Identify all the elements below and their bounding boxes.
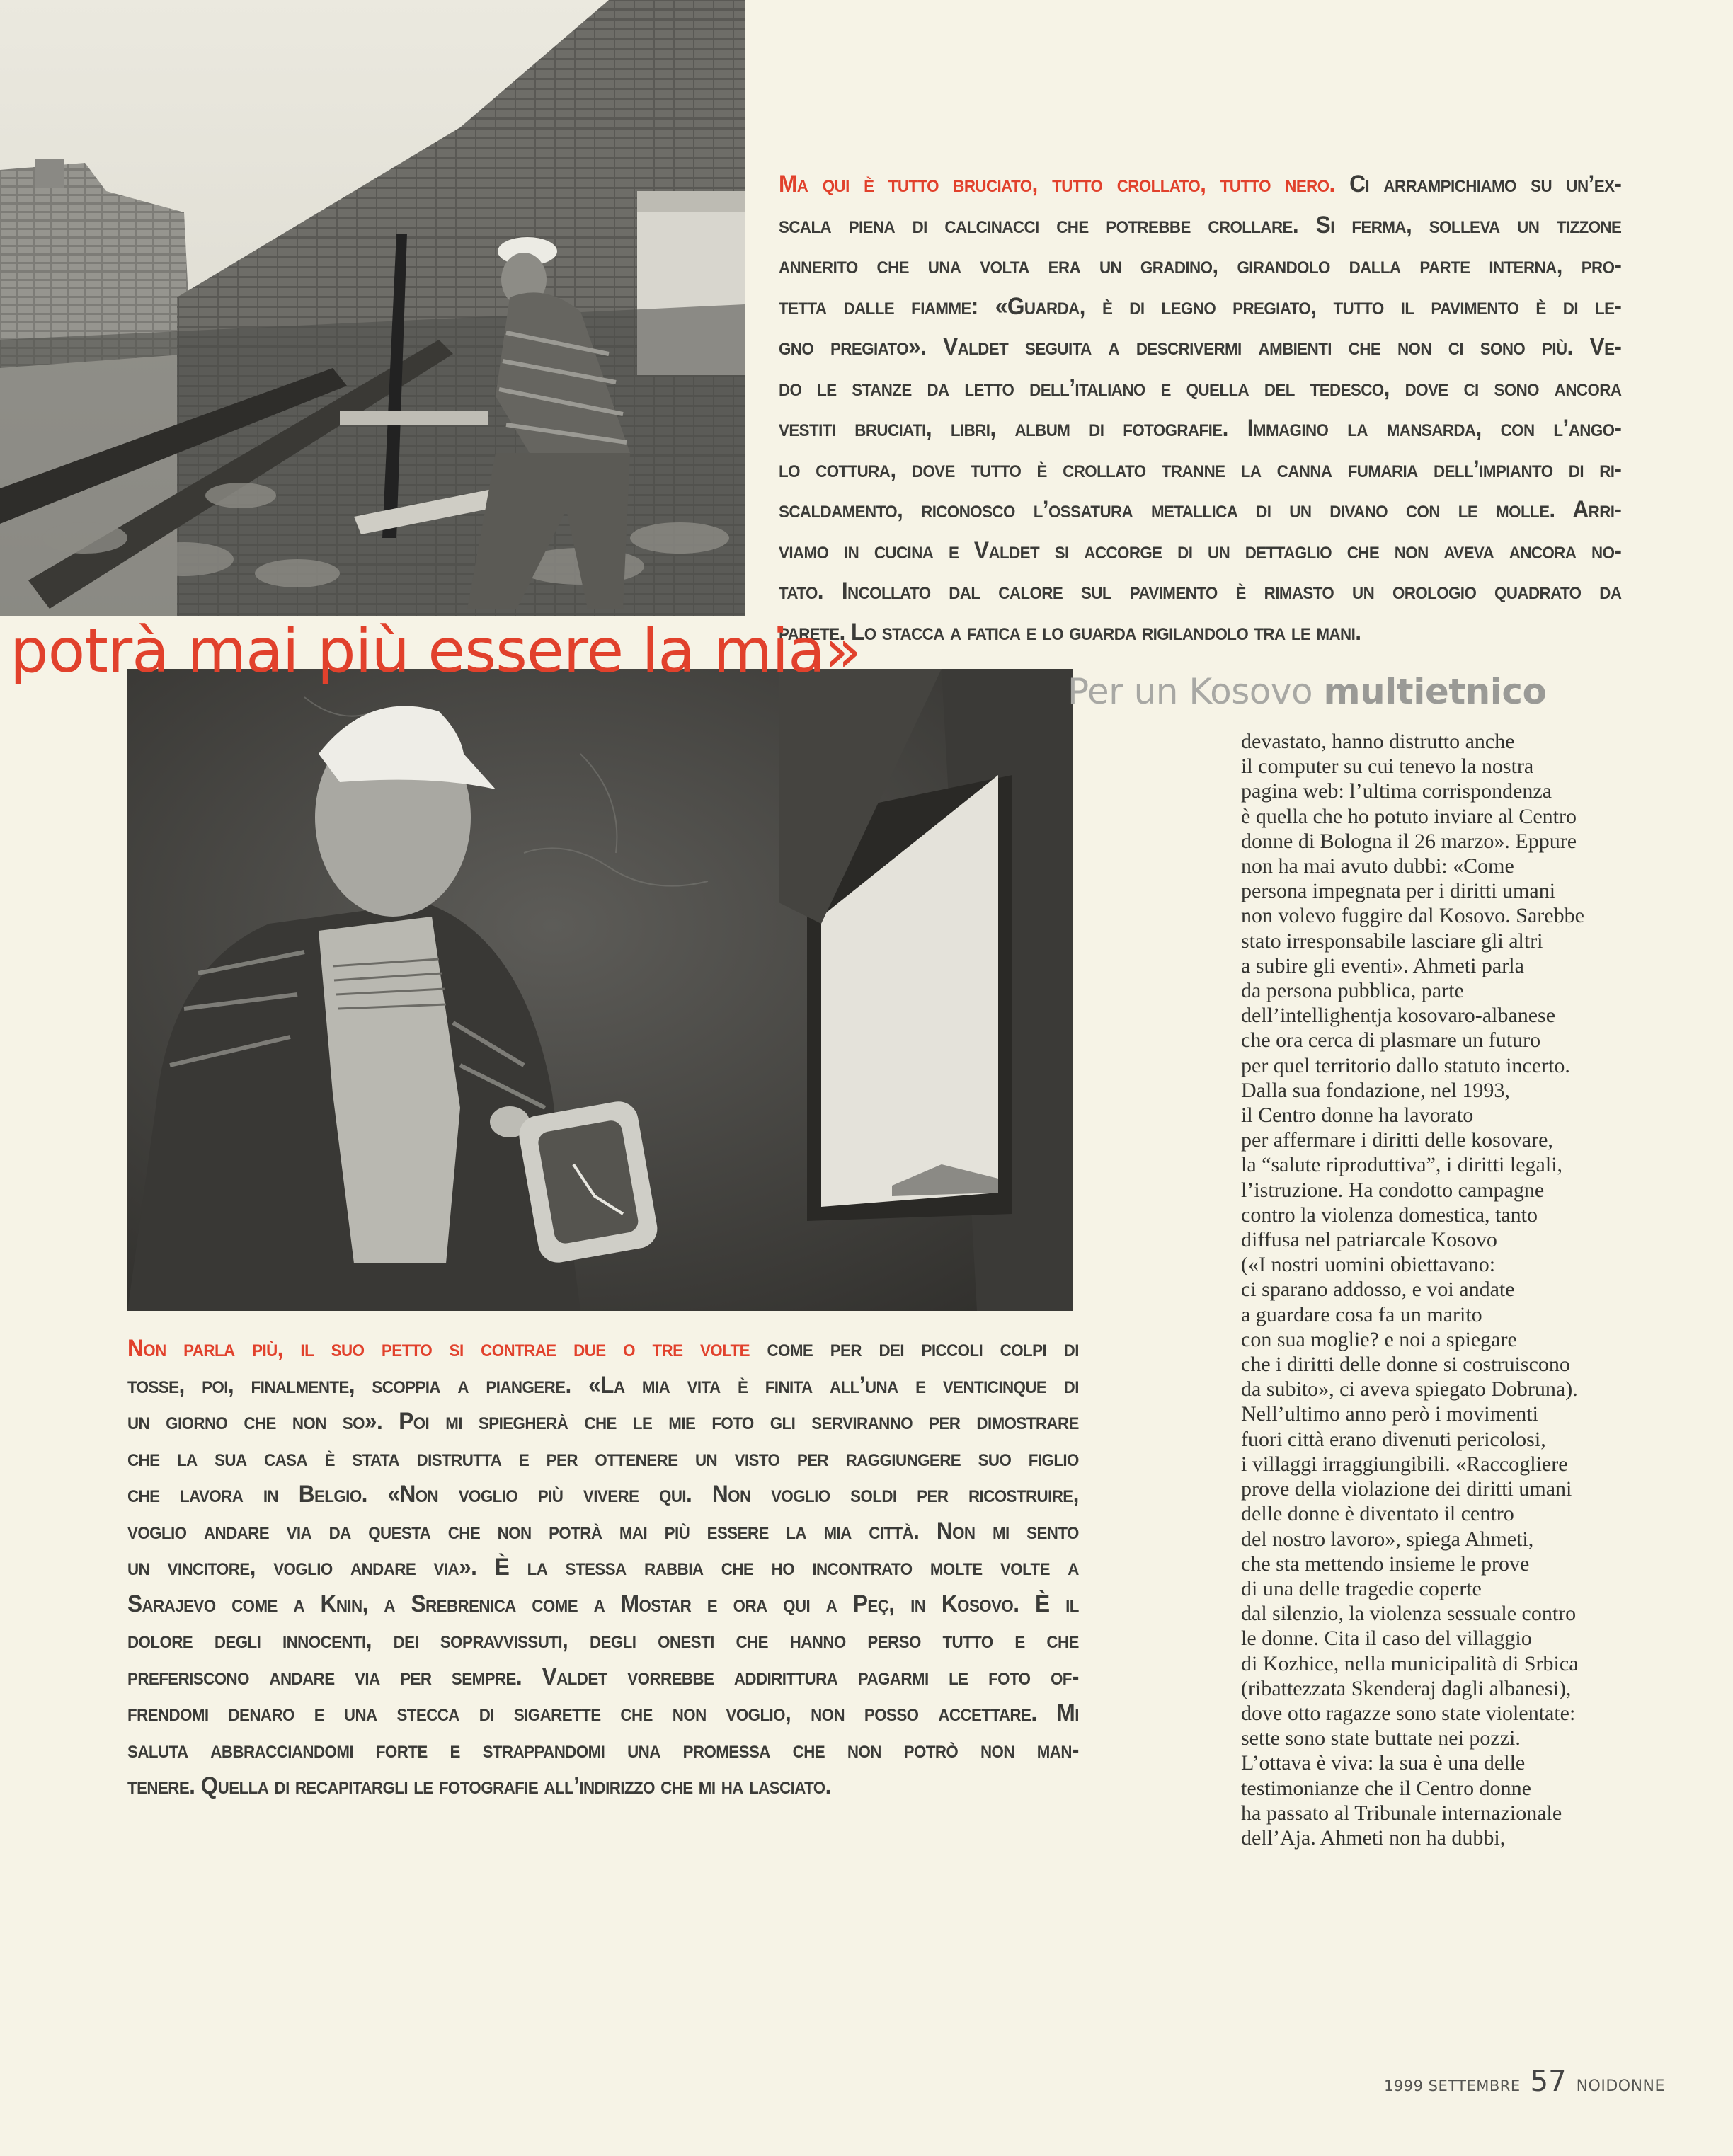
text-line: dove otto ragazze sono state violentate: xyxy=(1241,1701,1576,1725)
text-line: ha passato al Tribunale internazionale xyxy=(1241,1801,1562,1825)
text-line: devastato, hanno distrutto anche xyxy=(1241,730,1515,753)
text-line: L’ottava è viva: la sua è una delle xyxy=(1241,1751,1526,1775)
text-line: non ha mai avuto dubbi: «Come xyxy=(1241,854,1514,878)
text-line: Non parla più, il suo petto si contrae due o tre volte come per dei piccoli colpi di xyxy=(127,1335,1079,1362)
magazine-name: NOIDONNE xyxy=(1576,2077,1665,2095)
text-line: tetta dalle fiamme: «Guarda, è di legno pregiato, tutto il pavimento è di le- xyxy=(779,292,1622,320)
photo-burned-house-rubble xyxy=(0,0,745,616)
text-line: diffusa nel patriarcale Kosovo xyxy=(1241,1228,1497,1252)
page-footer xyxy=(1384,2065,1665,2098)
text-line: contro la violenza domestica, tanto xyxy=(1241,1203,1538,1227)
text-line: per affermare i diritti delle kosovare, xyxy=(1241,1128,1553,1152)
text-line: che i diritti delle donne si costruiscono xyxy=(1241,1353,1570,1377)
text-line: non volevo fuggire dal Kosovo. Sarebbe xyxy=(1241,904,1584,928)
text-line: fuori città erano divenuti pericolosi, xyxy=(1241,1427,1546,1451)
text-line: che la sua casa è stata distrutta e per ottenere un visto per raggiungere suo figlio xyxy=(127,1444,1079,1472)
photo-man-with-clock xyxy=(127,669,1073,1311)
page-number: 57 xyxy=(1530,2065,1567,2098)
photo-rubble-image xyxy=(0,0,745,616)
text-line: tenere. Quella di recapitargli le fotografie all’indirizzo che mi ha lasciato. xyxy=(127,1772,831,1799)
headline-quote: potrà mai più essere la mia» xyxy=(10,616,862,687)
text-line: viamo in cucina e Valdet si accorge di un dettaglio che non aveva ancora no- xyxy=(779,537,1622,564)
photo-man-image xyxy=(127,669,1073,1311)
text-line: per quel territorio dallo statuto incerto. xyxy=(1241,1053,1570,1077)
text-line: prove della violazione dei diritti umani xyxy=(1241,1477,1572,1501)
text-line: voglio andare via da questa che non potrà mai più essere la mia città. Non mi sento xyxy=(127,1517,1079,1544)
text-line: annerito che una volta era un gradino, girandolo dalla parte interna, pro- xyxy=(779,252,1622,279)
text-line: da subito», ci aveva spiegato Dobruna). xyxy=(1241,1377,1578,1401)
text-line: il computer su cui tenevo la nostra xyxy=(1241,755,1534,779)
text-line: do le stanze da letto dell’italiano e quella del tedesco, dove ci sono ancora xyxy=(779,374,1622,401)
subhead-emphasis: multietnico xyxy=(1323,671,1547,712)
text-line: Nell’ultimo anno però i movimenti xyxy=(1241,1402,1538,1426)
text-line: (ribattezzata Skenderaj dagli albanesi), xyxy=(1241,1676,1572,1700)
text-line: pagina web: l’ultima corrispondenza xyxy=(1241,779,1552,803)
text-line: ci sparano addosso, e voi andate xyxy=(1241,1278,1515,1302)
text-line: il Centro donne ha lavorato xyxy=(1241,1103,1474,1128)
text-line: le donne. Cita il caso del villaggio xyxy=(1241,1627,1532,1651)
text-line: i villaggi irraggiungibili. «Raccogliere xyxy=(1241,1452,1568,1476)
text-line: scaldamento, riconosco l’ossatura metallica di un divano con le molle. Arri- xyxy=(779,496,1622,523)
text-line: scala piena di calcinacci che potrebbe crollare. Si ferma, solleva un tizzone xyxy=(779,211,1622,239)
text-line: Ma qui è tutto bruciato, tutto crollato, tutto nero. Ci arrampichiamo su un’ex- xyxy=(779,171,1622,197)
text-line: da persona pubblica, parte xyxy=(1241,979,1464,1003)
text-line: del nostro lavoro», spiega Ahmeti, xyxy=(1241,1527,1534,1551)
article-paragraph-bottom xyxy=(127,1331,1079,1805)
text-line: l’istruzione. Ha condotto campagne xyxy=(1241,1178,1545,1202)
text-line: che lavora in Belgio. «Non voglio più vivere qui. Non voglio soldi per ricostruire, xyxy=(127,1481,1079,1508)
text-line: sette sono state buttate nei pozzi. xyxy=(1241,1726,1521,1750)
text-line: dolore degli innocenti, dei sopravvissuti, degli onesti che hanno perso tutto e che xyxy=(127,1627,1079,1653)
text-line: dell’intellighentja kosovaro-albanese xyxy=(1241,1004,1556,1028)
text-line: è quella che ho potuto inviare al Centro xyxy=(1241,804,1577,828)
issue-date: 1999 SETTEMBRE xyxy=(1384,2077,1521,2094)
text-line: di una delle tragedie coperte xyxy=(1241,1576,1482,1600)
text-line: gno pregiato». Valdet seguita a descrivermi ambienti che non ci sono più. Ve- xyxy=(779,333,1622,360)
lead-in-red: Ma qui è tutto bruciato, tutto crollato, tutto nero. xyxy=(779,171,1335,197)
text-line: dell’Aja. Ahmeti non ha dubbi, xyxy=(1241,1825,1506,1850)
text-line: la “salute riproduttiva”, i diritti legali, xyxy=(1241,1153,1563,1177)
text-line: tosse, poi, finalmente, scoppia a piangere. «La mia vita è finita all’una e venticinque di xyxy=(127,1371,1079,1399)
text-line: stato irresponsabile lasciare gli altri xyxy=(1241,929,1543,953)
article-column-right xyxy=(1241,729,1652,1850)
text-line: persona impegnata per i diritti umani xyxy=(1241,879,1556,903)
text-line: parete. Lo stacca a fatica e lo guarda rigilandolo tra le mani. xyxy=(779,618,1361,646)
article-paragraph-top xyxy=(779,164,1621,653)
text-line: che sta mettendo insieme le prove xyxy=(1241,1552,1530,1576)
text-line: Dalla sua fondazione, nel 1993, xyxy=(1241,1078,1510,1102)
text-line: («I nostri uomini obiettavano: xyxy=(1241,1253,1496,1277)
section-subhead: Per un Kosovo multietnico xyxy=(1068,671,1547,712)
text-line: saluta abbracciandomi forte e strappandomi una promessa che non potrò non man- xyxy=(127,1736,1079,1763)
text-line: donne di Bologna il 26 marzo». Eppure xyxy=(1241,829,1577,853)
text-line: a guardare cosa fa un marito xyxy=(1241,1302,1482,1326)
text-line: con sua moglie? e noi a spiegare xyxy=(1241,1327,1517,1351)
text-line: vestiti bruciati, libri, album di fotografie. Immagino la mansarda, con l’ango- xyxy=(779,415,1622,442)
lead-in-red: Non parla più, il suo petto si contrae due o tre volte xyxy=(127,1335,750,1362)
text-line: di Kozhice, nella municipalità di Srbica xyxy=(1241,1651,1579,1675)
text-line: a subire gli eventi». Ahmeti parla xyxy=(1241,953,1524,977)
text-line: dal silenzio, la violenza sessuale contro xyxy=(1241,1602,1577,1626)
text-line: lo cottura, dove tutto è crollato tranne la canna fumaria dell’impianto di ri- xyxy=(779,455,1622,483)
text-line: tato. Incollato dal calore sul pavimento è rimasto un orologio quadrato da xyxy=(779,578,1622,604)
text-line: Sarajevo come a Knin, a Srebrenica come a Mostar e ora qui a Peç, in Kosovo. È il xyxy=(127,1590,1079,1617)
text-line: frendomi denaro e una stecca di sigarette che non voglio, non posso accettare. Mi xyxy=(127,1699,1079,1726)
text-line: un giorno che non so». Poi mi spiegherà che le mie foto gli serviranno per dimostrare xyxy=(127,1408,1079,1435)
text-line: preferiscono andare via per sempre. Valdet vorrebbe addirittura pagarmi le foto of- xyxy=(127,1663,1079,1690)
text-line: che ora cerca di plasmare un futuro xyxy=(1241,1028,1541,1053)
text-line: testimonianze che il Centro donne xyxy=(1241,1776,1531,1800)
text-line: un vincitore, voglio andare via». È la stessa rabbia che ho incontrato molte volte a xyxy=(127,1554,1079,1581)
text-line: delle donne è diventato il centro xyxy=(1241,1502,1514,1526)
